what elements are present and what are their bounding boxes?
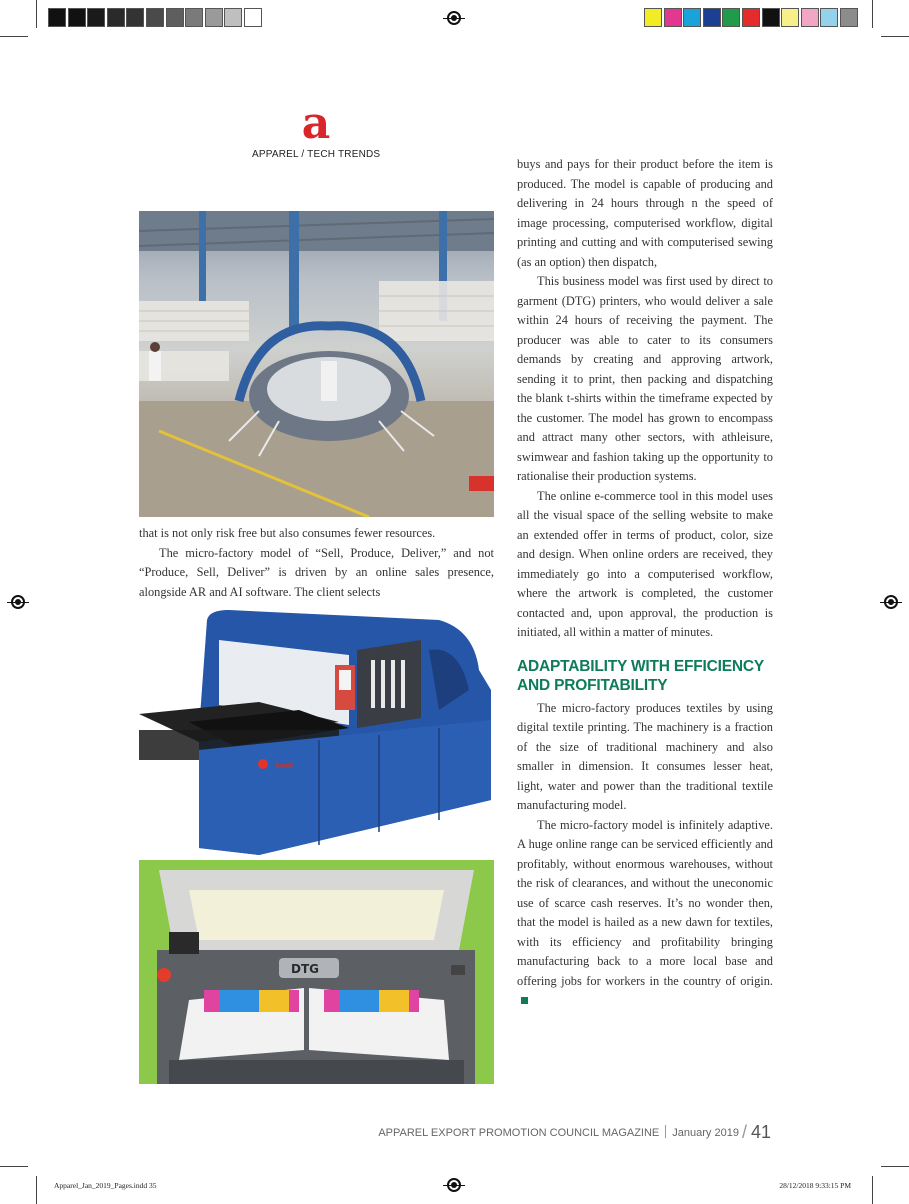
section-label: APPAREL / TECH TRENDS <box>252 149 381 160</box>
color-swatch <box>87 8 105 27</box>
color-swatch <box>244 8 262 27</box>
registration-mark-bottom <box>447 1178 461 1192</box>
paragraph: The micro-factory produces textiles by using digital textile printing. The machinery is a fraction of the size of traditional machinery and also smaller in dimension. It consumes lesser heat, light, water and power than the traditional textile manufacturing model. <box>517 700 773 812</box>
color-swatch <box>68 8 86 27</box>
color-swatch <box>703 8 721 27</box>
color-swatch <box>664 8 682 27</box>
paragraph <box>517 816 773 1011</box>
color-swatch <box>820 8 838 27</box>
page-footer <box>378 1122 771 1143</box>
end-mark-icon <box>521 997 528 1004</box>
color-swatch <box>840 8 858 27</box>
color-swatch <box>762 8 780 27</box>
color-swatch <box>166 8 184 27</box>
magazine-logo: a <box>301 98 331 149</box>
printer-brand-label: kornit <box>276 763 294 770</box>
slug-timestamp: 28/12/2018 9:33:15 PM <box>779 1181 851 1190</box>
dtg-printer-photo <box>139 860 494 1084</box>
paragraph: This business model was first used by direct to garment (DTG) printers, who would deliver a sale within 24 hours of receiving the payment. The producer was able to cater to its consumers demands by creating and approving artwork, sending it to print, then packing and dispatching the blank t-shirts within the timeframe expected by the customer. The model has grown to encompass and attract many other sectors, with athleisure, swimwear and fashion taking up the opportunity to rationalise their production systems. <box>517 274 773 483</box>
paragraph: The online e-commerce tool in this model uses all the visual space of the selling website to make an extended offer in terms of product, color, size and design. When online orders are received, they immediately go into a computerised workflow, where the artwork is completed, the customer contacted and, upon approval, the production is initiated, all within a matter of minutes. <box>517 488 773 639</box>
right-column <box>517 155 773 1011</box>
color-swatch <box>224 8 242 27</box>
color-swatch <box>781 8 799 27</box>
footer-date: January 2019 <box>672 1127 739 1139</box>
registration-mark-top <box>447 11 461 25</box>
factory-floor-photo <box>139 211 494 517</box>
color-swatch <box>146 8 164 27</box>
color-swatch <box>205 8 223 27</box>
page-number: 41 <box>750 1122 771 1142</box>
footer-magazine-name: APPAREL EXPORT PROMOTION COUNCIL MAGAZINE <box>378 1127 660 1139</box>
left-column <box>139 524 494 602</box>
paragraph: The micro-factory model of “Sell, Produce, Deliver,” and not “Produce, Sell, Deliver” is driven by an online sales presence, alongside AR and AI software. The client selects <box>139 545 494 599</box>
slug-filename: Apparel_Jan_2019_Pages.indd 35 <box>54 1181 157 1190</box>
footer-slash: / <box>741 1122 747 1142</box>
color-swatch <box>644 8 662 27</box>
color-swatch <box>107 8 125 27</box>
color-swatch <box>801 8 819 27</box>
color-swatch <box>48 8 66 27</box>
paragraph-text: The micro-factory model is infinitely adaptive. A huge online range can be serviced efficiently and profitably, without enormous warehouses, without the risk of clearances, and without the uneconomic use of scarce cash reserves. It’s no wonder then, that the model is hailed as a new dawn for textiles, with its efficiency and profitability bringing manufacturing back to a more local base and offering jobs for workers in the country of origin. <box>517 817 773 988</box>
registration-mark-left <box>11 595 25 609</box>
paragraph: buys and pays for their product before the item is produced. The model is capable of producing and delivering in 24 hours through n the speed of image processing, computerised workflow, digital printing and cutting and with computerised sewing (as an option) then dispatch, <box>517 157 773 269</box>
color-swatch <box>722 8 740 27</box>
color-swatch <box>683 8 701 27</box>
kornit-printer-photo <box>139 610 494 855</box>
dtg-label: DTG <box>291 962 319 976</box>
registration-mark-right <box>884 595 898 609</box>
section-heading: ADAPTABILITY WITH EFFICIENCY AND PROFITABILITY <box>517 657 764 694</box>
color-swatch <box>185 8 203 27</box>
color-swatch <box>126 8 144 27</box>
paragraph: that is not only risk free but also consumes fewer resources. <box>139 526 436 540</box>
color-swatch <box>742 8 760 27</box>
footer-divider <box>665 1125 666 1138</box>
